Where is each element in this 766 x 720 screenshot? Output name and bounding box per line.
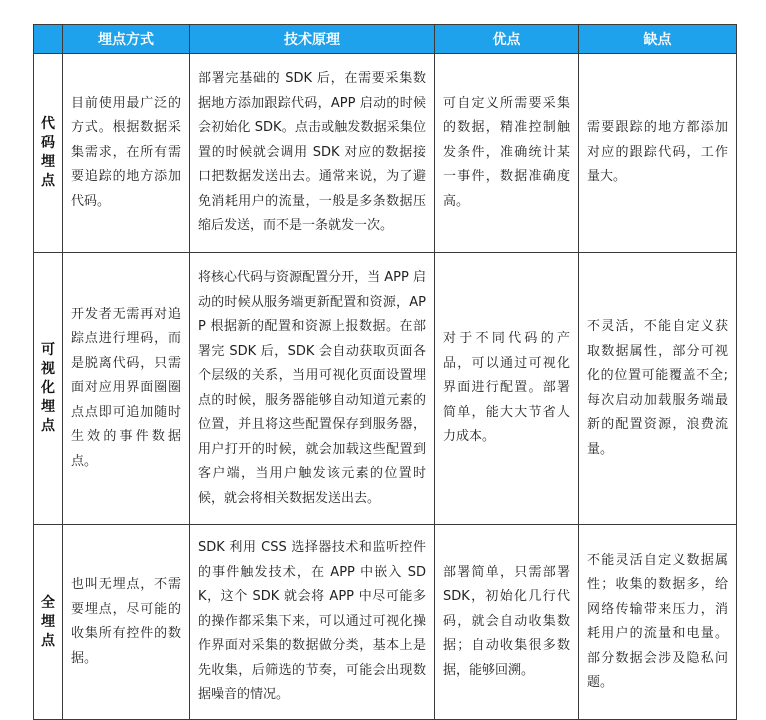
cons-cell: 不灵活，不能自定义获取数据属性，部分可视化的位置可能覆盖不全;每次启动加载服务端最新的配置资源，浪费流量。 — [579, 253, 737, 525]
header-principle: 技术原理 — [190, 25, 435, 54]
category-cell — [34, 54, 63, 253]
table-row-code-tracking — [34, 54, 737, 253]
category-label: 代码埋点 — [41, 116, 55, 189]
category-cell — [34, 525, 63, 720]
pros-cell: 可自定义所需要采集的数据，精准控制触发条件，准确统计某一事件，数据准确度高。 — [435, 54, 579, 253]
header-category — [34, 25, 63, 54]
header-pros: 优点 — [435, 25, 579, 54]
category-cell — [34, 253, 63, 525]
header-cons: 缺点 — [579, 25, 737, 54]
principle-cell: 部署完基础的 SDK 后，在需要采集数据地方添加跟踪代码，APP 启动的时候会初始化 SDK。点击或触发数据采集位置的时候就会调用 SDK 对应的数据接口把数据发送出去。通常来说，为了避免消耗用户的流量，一般是多条数据压缩后发送，而不是一条就发一次。 — [190, 54, 435, 253]
method-cell: 目前使用最广泛的方式。根据数据采集需求，在所有需要追踪的地方添加代码。 — [63, 54, 190, 253]
method-cell: 开发者无需再对追踪点进行埋码，而是脱离代码，只需面对应用界面圈圈点点即可追加随时生效的事件数据点。 — [63, 253, 190, 525]
cons-cell: 需要跟踪的地方都添加对应的跟踪代码，工作量大。 — [579, 54, 737, 253]
method-cell: 也叫无埋点，不需要埋点，尽可能的收集所有控件的数据。 — [63, 525, 190, 720]
pros-cell: 对于不同代码的产品，可以通过可视化界面进行配置。部署简单，能大大节省人力成本。 — [435, 253, 579, 525]
table-row-full-tracking — [34, 525, 737, 720]
category-label: 全埋点 — [41, 594, 55, 649]
header-method: 埋点方式 — [63, 25, 190, 54]
header-row — [34, 25, 737, 54]
category-label: 可视化埋点 — [41, 342, 55, 434]
pros-cell: 部署简单，只需部署 SDK，初始化几行代码，就会自动收集数据；自动收集很多数据，能够回溯。 — [435, 525, 579, 720]
cons-cell: 不能灵活自定义数据属性；收集的数据多，给网络传输带来压力，消耗用户的流量和电量。部分数据会涉及隐私问题。 — [579, 525, 737, 720]
principle-cell: SDK 利用 CSS 选择器技术和监听控件的事件触发技术，在 APP 中嵌入 SDK，这个 SDK 就会将 APP 中尽可能多的操作都采集下来，可以通过可视化操作界面对采集的数据做分类，基本上是先收集，后筛选的节奏，可能会出现数据噪音的情况。 — [190, 525, 435, 720]
table-row-visual-tracking — [34, 253, 737, 525]
tracking-methods-table — [33, 24, 737, 720]
principle-cell: 将核心代码与资源配置分开，当 APP 启动的时候从服务端更新配置和资源，APP 根据新的配置和资源上报数据。在部署完 SDK 后，SDK 会自动获取页面各个层级的关系，当用可视化页面设置埋点的时候，服务器能够自动知道元素的位置，并且将这些配置保存到服务器，用户打开的时候，就会加载这些配置到客户端，当用户触发该元素的位置时候，就会将相关数据发送出去。 — [190, 253, 435, 525]
